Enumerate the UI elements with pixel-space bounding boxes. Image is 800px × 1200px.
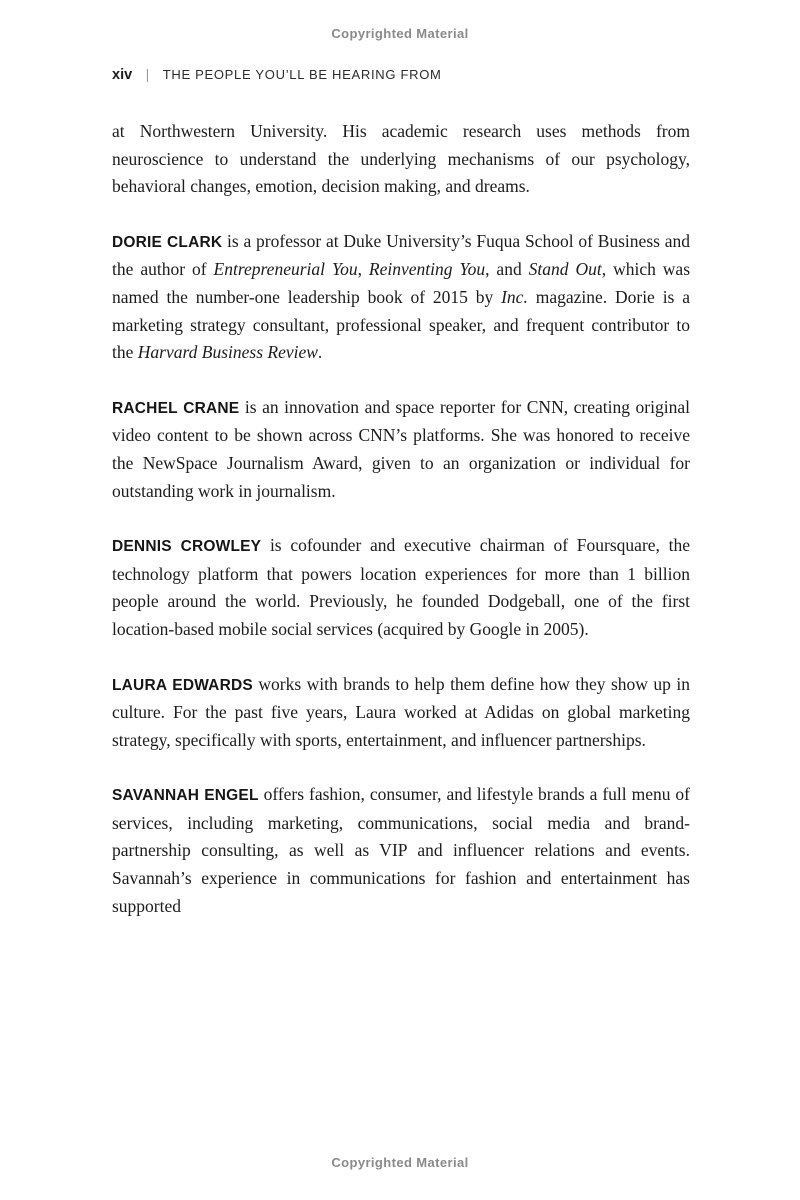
page-number: xiv — [112, 67, 133, 83]
paragraph-rachel-crane — [112, 394, 690, 505]
text-run: , — [357, 259, 369, 280]
text-run: offers fashion, consumer, and lifestyle brands a full menu of services, including marketing, communications, social media and brand-partnership consulting, as well as VIP and influencer relations and events. Savannah’s experience in communications for fashion and entertainment has supported — [112, 784, 691, 916]
text-run: is cofounder and executive chairman of Foursquare, the technology platform that powers location experiences for more than 1 billion people around the world. Previously, he founded Dodgeball, one of the first location-based mobile social services (acquired by Google in 2005). — [112, 535, 691, 639]
text-run: is an innovation and space reporter for CNN, creating original video content to be shown across CNN’s platforms. She was honored to receive the NewSpace Journalism Award, given to an organization or individual for outstanding work in journalism. — [112, 396, 690, 501]
copyright-notice-bottom: Copyrighted Material — [331, 1155, 469, 1170]
text-run: , and — [485, 259, 529, 280]
chapter-title: THE PEOPLE YOU’LL BE HEARING FROM — [162, 67, 442, 82]
text-run: . — [317, 342, 323, 363]
text-run: at Northwestern University. His academic research uses methods from neuroscience to understand the underlying mechanisms of our psychology, behavioral changes, emotion, decision making, and dreams. — [112, 121, 690, 197]
page-body — [112, 118, 690, 947]
paragraph-laura-edwards — [112, 671, 690, 755]
book-title: Reinventing You — [368, 259, 486, 280]
text-run: magazine. Dorie is a marketing strategy consultant, professional speaker, and frequent contributor to the — [112, 286, 690, 363]
magazine-title: Inc. — [501, 286, 528, 307]
book-title: Stand Out — [528, 259, 602, 280]
text-run: is a professor at Duke University’s Fuqua School of Business and the author of — [112, 230, 690, 280]
running-header — [112, 66, 690, 84]
header-divider: | — [145, 66, 150, 82]
person-name: DENNIS CROWLEY — [112, 538, 262, 556]
person-name: SAVANNAH ENGEL — [112, 787, 259, 805]
text-run: works with brands to help them define how they show up in culture. For the past five years, Laura worked at Adidas on global marketing strategy, specifically with sports, entertainment, and influencer partnerships. — [112, 673, 690, 750]
person-name: LAURA EDWARDS — [112, 676, 253, 694]
publication-title: Harvard Business Review — [137, 342, 318, 363]
paragraph-intro-continuation — [112, 118, 690, 201]
copyright-notice-top: Copyrighted Material — [331, 26, 469, 41]
text-run: , which was named the number-one leadership book of 2015 by — [112, 259, 691, 307]
person-name: DORIE CLARK — [112, 233, 223, 251]
paragraph-dorie-clark — [112, 228, 690, 367]
paragraph-dennis-crowley — [112, 532, 690, 643]
person-name: RACHEL CRANE — [112, 399, 240, 417]
paragraph-savannah-engel — [112, 781, 690, 920]
book-title: Entrepreneurial You — [213, 259, 358, 280]
